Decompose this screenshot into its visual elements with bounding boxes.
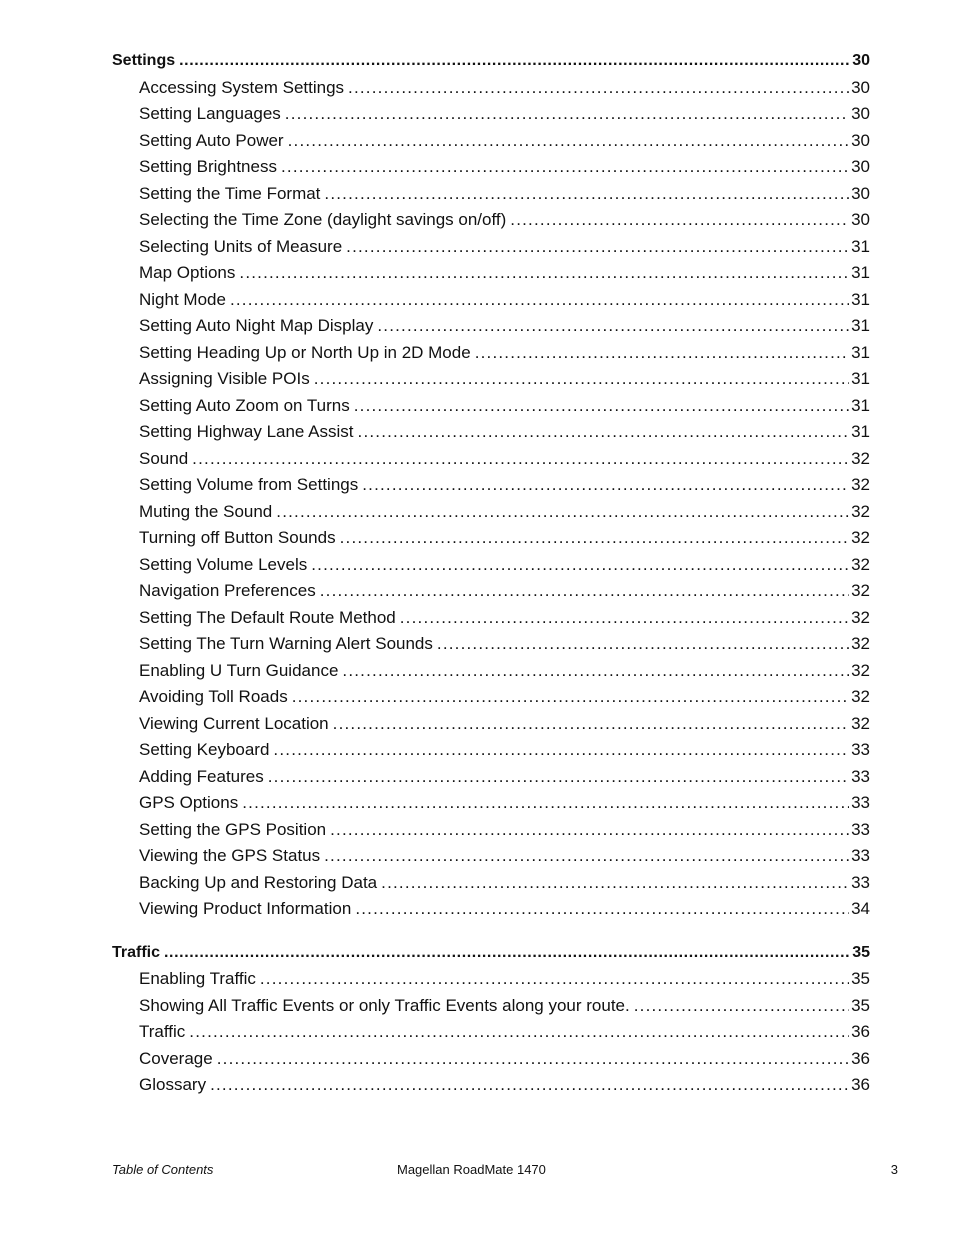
toc-entry[interactable]	[112, 366, 870, 393]
dot-leader	[330, 817, 849, 844]
toc-entry-title: Setting Auto Night Map Display	[139, 316, 374, 335]
toc-entry[interactable]	[112, 154, 870, 181]
dot-leader	[314, 366, 849, 393]
dot-leader	[179, 48, 850, 75]
toc-entry-page: 36	[851, 1048, 870, 1068]
toc-entry-page: 33	[851, 793, 870, 812]
toc-entry-page: 34	[851, 899, 870, 918]
toc-section	[112, 940, 870, 1099]
toc-entry[interactable]	[112, 764, 870, 791]
toc-entry-title: Setting Keyboard	[139, 740, 270, 759]
toc-section	[112, 48, 870, 923]
toc-entry-page: 30	[851, 104, 870, 123]
toc-entry-page: 32	[851, 713, 870, 733]
toc-entry[interactable]	[112, 552, 870, 579]
dot-leader	[634, 993, 849, 1020]
toc-entry[interactable]	[112, 843, 870, 870]
toc-entry-title: Enabling U Turn Guidance	[139, 660, 339, 680]
toc-entry-title: Setting The Turn Warning Alert Sounds	[139, 634, 433, 653]
toc-entry-page: 31	[851, 289, 870, 309]
toc-entry-title: Assigning Visible POIs	[139, 369, 310, 388]
toc-entry-page: 32	[851, 554, 870, 574]
dot-leader	[320, 578, 849, 605]
toc-entry-page: 31	[851, 422, 870, 441]
toc-entry-title: Setting Highway Lane Assist	[139, 422, 354, 441]
toc-entry-title: Setting the GPS Position	[139, 819, 327, 839]
dot-leader	[311, 552, 849, 579]
dot-leader	[210, 1072, 849, 1099]
toc-entry[interactable]	[112, 966, 870, 993]
toc-entry-page: 30	[851, 130, 870, 150]
dot-leader	[268, 764, 849, 791]
toc-entry-title: Avoiding Toll Roads	[139, 687, 288, 706]
dot-leader	[230, 287, 849, 314]
dot-leader	[285, 101, 849, 128]
toc-entry-title: Setting Heading Up or North Up in 2D Mode	[139, 342, 471, 362]
footer-page-number: 3	[890, 1162, 898, 1177]
toc-entry-title: Enabling Traffic	[139, 969, 256, 988]
toc-entry[interactable]	[112, 1072, 870, 1099]
dot-leader	[324, 181, 849, 208]
toc-entry-title: Sound	[139, 448, 189, 468]
toc-entry-title: Muting the Sound	[139, 501, 273, 521]
toc-section-heading-page: 30	[852, 52, 870, 69]
toc-entry-title: Setting Auto Zoom on Turns	[139, 395, 350, 415]
table-of-contents	[112, 48, 870, 1099]
dot-leader	[192, 446, 849, 473]
toc-entry[interactable]	[112, 234, 870, 261]
toc-entry-title: Setting Auto Power	[139, 130, 284, 150]
toc-entry[interactable]	[112, 287, 870, 314]
toc-entry[interactable]	[112, 870, 870, 897]
toc-section-heading-title: Traffic	[112, 943, 161, 961]
toc-entry-title: Setting Volume from Settings	[139, 475, 359, 494]
dot-leader	[273, 737, 849, 764]
toc-entry-title: Accessing System Settings	[139, 77, 345, 97]
footer-product-name: Magellan RoadMate 1470	[397, 1162, 546, 1177]
toc-entry-title: Night Mode	[139, 289, 226, 309]
dot-leader	[164, 940, 850, 967]
toc-entry[interactable]	[112, 658, 870, 685]
toc-entry[interactable]	[112, 340, 870, 367]
toc-entry[interactable]	[112, 631, 870, 658]
dot-leader	[510, 207, 849, 234]
toc-entry[interactable]	[112, 499, 870, 526]
dot-leader	[260, 966, 849, 993]
toc-entry[interactable]	[112, 896, 870, 923]
toc-entry-title: Navigation Preferences	[139, 581, 316, 600]
toc-entry-page: 30	[851, 210, 870, 229]
toc-entry-title: Viewing Product Information	[139, 899, 352, 918]
toc-entry[interactable]	[112, 993, 870, 1020]
toc-entry-page: 35	[851, 995, 870, 1015]
toc-entry-page: 30	[851, 77, 870, 97]
dot-leader	[400, 605, 849, 632]
toc-entry-page: 32	[851, 501, 870, 521]
toc-entry-page: 31	[851, 316, 870, 335]
toc-entry[interactable]	[112, 313, 870, 340]
toc-section-heading-page: 35	[852, 943, 870, 961]
toc-entry[interactable]	[112, 472, 870, 499]
dot-leader	[276, 499, 849, 526]
toc-entry-page: 32	[851, 660, 870, 680]
dot-leader	[333, 711, 849, 738]
toc-entry-title: Setting the Time Format	[139, 183, 321, 203]
toc-entry-title: Setting Volume Levels	[139, 554, 308, 574]
dot-leader	[358, 419, 850, 446]
toc-entry-title: Map Options	[139, 263, 236, 282]
toc-entry[interactable]	[112, 260, 870, 287]
toc-entry[interactable]	[112, 446, 870, 473]
toc-entry-page: 36	[851, 1022, 870, 1041]
toc-entry-page: 33	[851, 872, 870, 892]
dot-leader	[437, 631, 849, 658]
toc-entry-page: 33	[851, 819, 870, 839]
toc-entry-page: 36	[851, 1075, 870, 1094]
dot-leader	[242, 790, 849, 817]
dot-leader	[239, 260, 849, 287]
dot-leader	[189, 1019, 849, 1046]
toc-entry[interactable]	[112, 737, 870, 764]
toc-entry-page: 31	[851, 369, 870, 388]
dot-leader	[292, 684, 849, 711]
toc-entry-page: 32	[851, 607, 870, 627]
footer-section-label: Table of Contents	[112, 1162, 214, 1177]
toc-entry-title: Viewing Current Location	[139, 713, 329, 733]
toc-entry-page: 32	[851, 687, 870, 706]
toc-entry[interactable]	[112, 1046, 870, 1073]
toc-entry-title: Viewing the GPS Status	[139, 846, 321, 865]
toc-entry-page: 33	[851, 846, 870, 865]
toc-entry-page: 31	[851, 263, 870, 282]
toc-entry[interactable]	[112, 419, 870, 446]
toc-entry-page: 31	[851, 395, 870, 415]
toc-entry[interactable]	[112, 207, 870, 234]
toc-entry-page: 32	[851, 448, 870, 468]
toc-entry[interactable]	[112, 75, 870, 102]
dot-leader	[281, 154, 849, 181]
toc-section-heading[interactable]	[112, 48, 870, 75]
dot-leader	[217, 1046, 849, 1073]
toc-entry-page: 32	[851, 475, 870, 494]
dot-leader	[348, 75, 849, 102]
dot-leader	[362, 472, 849, 499]
toc-entry-title: Coverage	[139, 1048, 213, 1068]
toc-section-heading-title: Settings	[112, 52, 176, 69]
toc-entry-page: 32	[851, 581, 870, 600]
toc-entry[interactable]	[112, 525, 870, 552]
toc-entry[interactable]	[112, 817, 870, 844]
toc-entry-title: GPS Options	[139, 793, 239, 812]
toc-entry-page: 35	[851, 969, 870, 988]
toc-section-heading[interactable]	[112, 940, 870, 967]
dot-leader	[354, 393, 849, 420]
toc-entry-page: 33	[851, 766, 870, 786]
toc-entry-page: 30	[851, 183, 870, 203]
toc-entry-title: Selecting the Time Zone (daylight savings on/off)	[139, 210, 507, 229]
toc-entry-title: Backing Up and Restoring Data	[139, 872, 378, 892]
dot-leader	[288, 128, 849, 155]
toc-entry-page: 31	[851, 342, 870, 362]
dot-leader	[346, 234, 849, 261]
toc-entry-title: Setting Languages	[139, 104, 281, 123]
toc-entry-title: Selecting Units of Measure	[139, 236, 343, 256]
toc-entry[interactable]	[112, 101, 870, 128]
toc-entry-page: 33	[851, 740, 870, 759]
dot-leader	[381, 870, 849, 897]
toc-entry[interactable]	[112, 181, 870, 208]
toc-entry[interactable]	[112, 711, 870, 738]
dot-leader	[377, 313, 849, 340]
toc-entry[interactable]	[112, 128, 870, 155]
dot-leader	[342, 658, 849, 685]
toc-entry-title: Turning off Button Sounds	[139, 528, 336, 547]
dot-leader	[340, 525, 849, 552]
dot-leader	[355, 896, 849, 923]
toc-entry[interactable]	[112, 790, 870, 817]
toc-entry-title: Setting The Default Route Method	[139, 607, 396, 627]
toc-entry[interactable]	[112, 578, 870, 605]
toc-entry-title: Traffic	[139, 1022, 186, 1041]
toc-entry[interactable]	[112, 605, 870, 632]
toc-entry-title: Showing All Traffic Events or only Traffic Events along your route.	[139, 995, 630, 1015]
toc-entry[interactable]	[112, 1019, 870, 1046]
dot-leader	[475, 340, 849, 367]
toc-entry-page: 32	[851, 528, 870, 547]
toc-entry[interactable]	[112, 684, 870, 711]
toc-entry-title: Glossary	[139, 1075, 207, 1094]
toc-entry-title: Setting Brightness	[139, 157, 277, 176]
toc-entry-page: 32	[851, 634, 870, 653]
toc-entry-page: 30	[851, 157, 870, 176]
toc-entry-page: 31	[851, 236, 870, 256]
toc-entry-title: Adding Features	[139, 766, 264, 786]
dot-leader	[324, 843, 849, 870]
toc-entry[interactable]	[112, 393, 870, 420]
